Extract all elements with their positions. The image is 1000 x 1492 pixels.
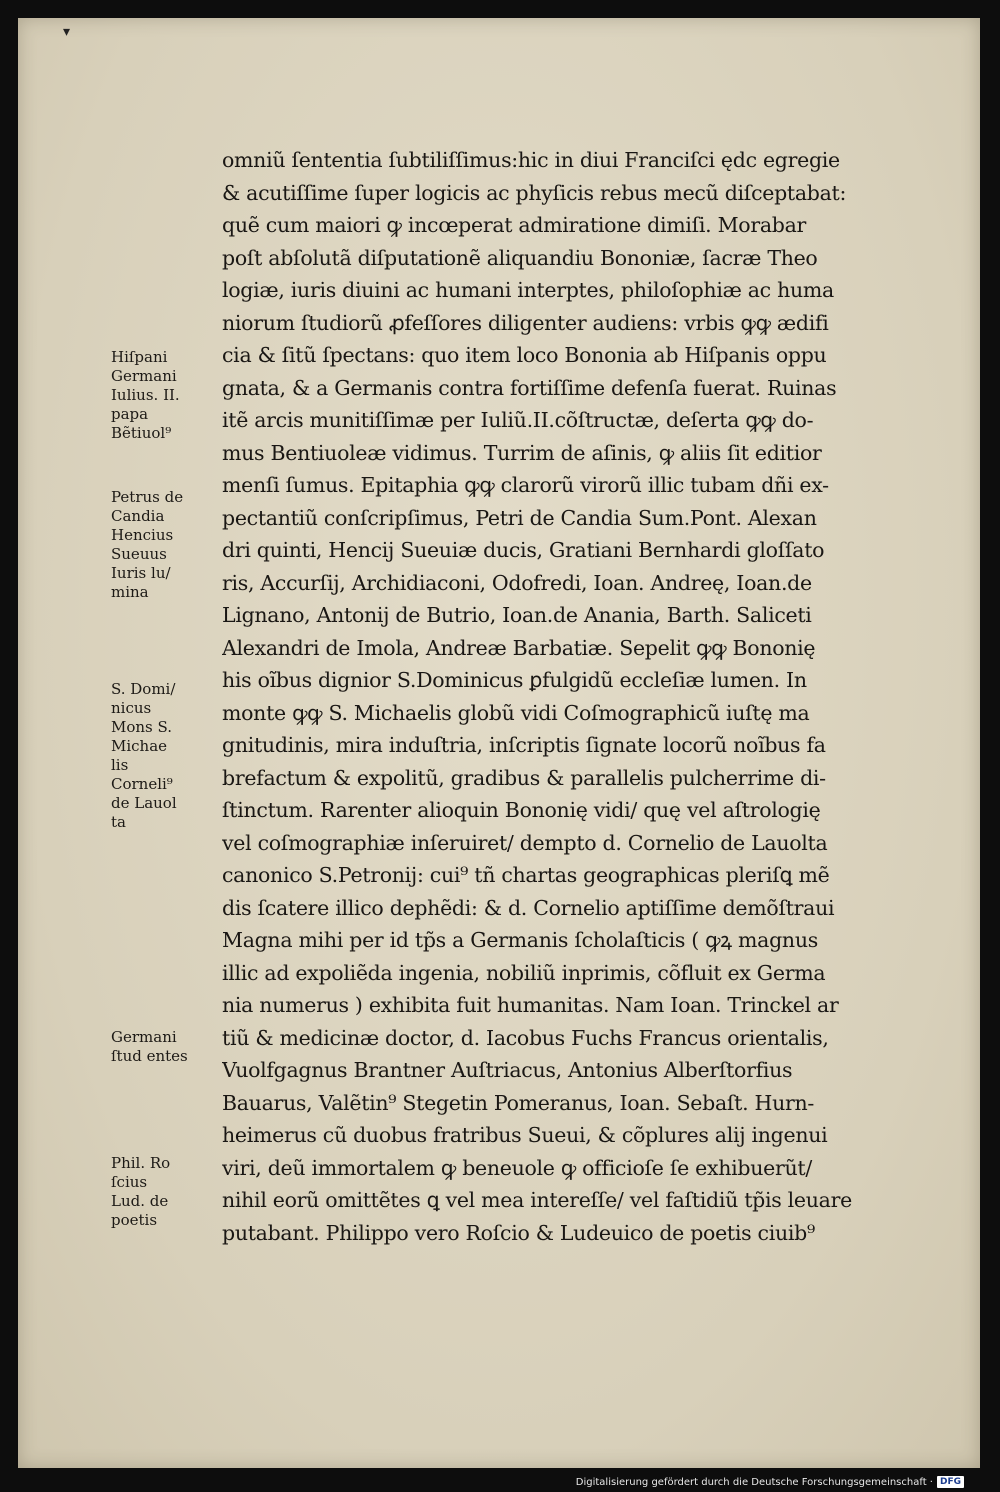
margin-note-line: poetis — [111, 1211, 158, 1229]
text-line: brefactum & expolitũ, gradibus & parallelis pulcherrime di- — [222, 765, 826, 790]
text-line: Vuolfgagnus Brantner Auſtriacus, Antonius Alberſtorfius — [222, 1058, 793, 1082]
text-line: putabant. Philippo vero Roſcio & Ludeuico de poetis ciuib⁹ — [222, 1220, 815, 1245]
text-line: poſt abſolutã diſputationẽ aliquandiu Bononiæ, ſacræ Theo — [222, 245, 818, 270]
text-line: viri, deũ immortalem ꝙ beneuole ꝙ officioſe ſe exhibuerũt/ — [222, 1155, 812, 1180]
text-line: Lignano, Antonij de Butrio, Ioan.de Anania, Barth. Saliceti — [222, 603, 812, 627]
main-text-block — [222, 144, 962, 1249]
book-page — [18, 18, 980, 1468]
text-line: Magna mihi per id tp̃s a Germanis ſcholaſticis ( ꝙꝝ magnus — [222, 928, 818, 952]
marginal-note-3 — [111, 680, 231, 832]
margin-note-line: Mons S. — [111, 718, 173, 736]
margin-note-line: ta — [111, 813, 126, 831]
text-line: tiũ & medicinæ doctor, d. Iacobus Fuchs Francus orientalis, — [222, 1025, 829, 1050]
text-line: menſi ſumus. Epitaphia ꝙꝙ clarorũ virorũ illic tubam dñi ex- — [222, 473, 829, 497]
text-line: his oĩbus dignior S.Dominicus ꝑfulgidũ eccleſiæ lumen. In — [222, 668, 807, 692]
marginal-note-2 — [111, 488, 231, 602]
text-line: dri quinti, Hencij Sueuiæ ducis, Gratiani Bernhardi gloſſato — [222, 538, 825, 562]
marginal-note-5 — [111, 1154, 231, 1230]
text-line: logiæ, iuris diuini ac humani interptes, philoſophiæ ac huma — [222, 278, 834, 302]
text-line: heimerus cũ duobus fratribus Sueui, & cõplures alij ingenui — [222, 1123, 828, 1147]
marginal-note-1 — [111, 348, 231, 443]
text-line: niorum ſtudiorũ ꝓfeſſores diligenter audiens: vrbis ꝙꝙ ædifi — [222, 310, 829, 335]
text-line: dis ſcatere illico dephẽdi: & d. Cornelio aptiſſime demõſtraui — [222, 895, 835, 920]
margin-note-line: papa — [111, 405, 149, 423]
page-mark: ▾ — [63, 24, 71, 40]
text-line: nia numerus ) exhibita fuit humanitas. Nam Ioan. Trinckel ar — [222, 993, 839, 1017]
margin-note-line: S. Domi/ — [111, 680, 176, 698]
margin-note-line: Bẽtiuol⁹ — [111, 424, 172, 442]
text-line: mus Bentiuoleæ vidimus. Turrim de aſinis, ꝙ aliis ſit editior — [222, 440, 822, 465]
text-line: Alexandri de Imola, Andreæ Barbatiæ. Sepelit ꝙꝙ Bononię — [222, 635, 816, 660]
digitization-footer — [576, 1476, 964, 1488]
margin-note-line: Petrus de — [111, 488, 184, 506]
text-line: gnitudinis, mira induſtria, inſcriptis ſignate locorũ noĩbus fa — [222, 733, 826, 757]
margin-note-line: Hiſpani — [111, 348, 168, 366]
margin-note-line: Michae — [111, 737, 168, 755]
text-line: cia & ſitũ ſpectans: quo item loco Bononia ab Hiſpanis oppu — [222, 343, 827, 367]
text-line: nihil eorũ omittẽtes ꝗ vel mea intereſſe/ vel faſtidiũ tp̃is leuare — [222, 1188, 852, 1212]
text-line: omniũ ſententia ſubtiliſſimus:hic in diui Franciſci ędc egregie — [222, 148, 840, 172]
text-line: quẽ cum maiori ꝙ incœperat admiratione dimiſi. Morabar — [222, 213, 806, 237]
text-line: monte ꝙꝙ S. Michaelis globũ vidi Coſmographicũ iuſtę ma — [222, 700, 810, 725]
margin-note-line: mina — [111, 583, 149, 601]
text-line: illic ad expoliẽda ingenia, nobiliũ inprimis, cõfluit ex Germa — [222, 960, 826, 985]
margin-note-line: Germani — [111, 367, 177, 385]
margin-note-line: de Lauol — [111, 794, 177, 812]
text-line: canonico S.Petronij: cui⁹ tñ chartas geographicas pleriſꝗ mẽ — [222, 863, 830, 887]
text-line: gnata, & a Germanis contra fortiſſime defenſa fuerat. Ruinas — [222, 375, 837, 400]
margin-note-line: Candia — [111, 507, 165, 525]
text-line: ris, Accurſij, Archidiaconi, Odofredi, Ioan. Andreę, Ioan.de — [222, 570, 812, 595]
margin-note-line: lis — [111, 756, 129, 774]
margin-note-line: Phil. Ro — [111, 1154, 171, 1172]
margin-note-line: Germani — [111, 1028, 177, 1046]
text-line: itẽ arcis munitiſſimæ per Iuliũ.II.cõſtructæ, deſerta ꝙꝙ do- — [222, 408, 814, 432]
margin-note-line: nicus — [111, 699, 152, 717]
text-line: pectantiũ conſcripſimus, Petri de Candia Sum.Pont. Alexan — [222, 505, 817, 530]
margin-note-line: ſcius — [111, 1173, 148, 1191]
dfg-logo: DFG — [937, 1476, 964, 1488]
footer-credit: Digitalisierung gefördert durch die Deutsche Forschungsgemeinschaft · — [575, 1476, 933, 1488]
margin-note-line: Corneli⁹ — [111, 775, 173, 793]
margin-note-line: Hencius — [111, 526, 174, 544]
margin-note-line: Sueuus — [111, 545, 167, 563]
marginal-note-4 — [111, 1028, 231, 1066]
text-line: Bauarus, Valẽtin⁹ Stegetin Pomeranus, Ioan. Sebaſt. Hurn- — [222, 1090, 815, 1115]
text-line: ſtinctum. Rarenter alioquin Bononię vidi/ quę vel aſtrologię — [222, 798, 821, 822]
margin-note-line: Iulius. II. — [111, 386, 180, 404]
margin-note-line: Lud. de — [111, 1192, 169, 1210]
margin-note-line: Iuris lu/ — [111, 564, 171, 582]
text-line: & acutiſſime ſuper logicis ac phyſicis rebus mecũ diſceptabat: — [222, 180, 847, 205]
margin-note-line: ſtud entes — [111, 1047, 188, 1065]
text-line: vel coſmographiæ inſeruiret/ dempto d. Cornelio de Lauolta — [222, 830, 828, 855]
